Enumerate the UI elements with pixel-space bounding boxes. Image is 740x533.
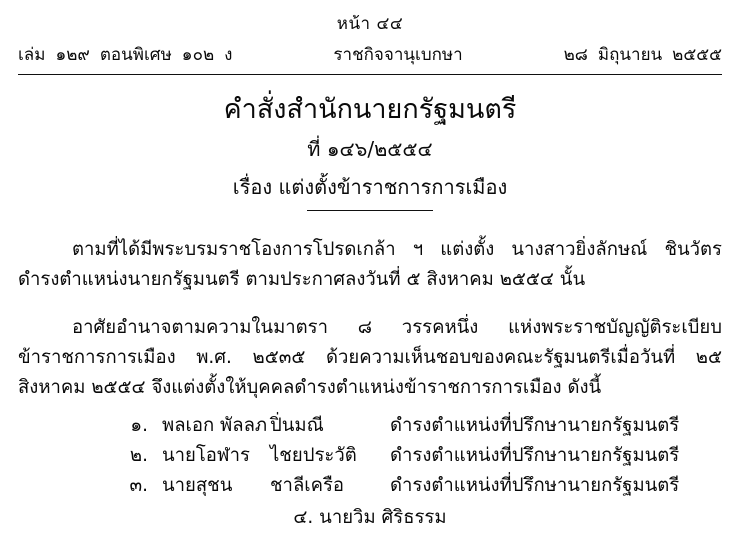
item-rank-name: นายโอฬาร [162, 445, 250, 467]
item-surname: ไชยประวัติ [270, 445, 357, 467]
page-header [18, 0, 722, 75]
gazette-title: ราชกิจจานุเบกษา [333, 45, 463, 65]
item-rank-name: นายสุชน [162, 475, 233, 497]
paragraph-one: ตามที่ได้มีพระบรมราชโองการโปรดเกล้า ฯ แต่งตั้ง นางสาวยิ่งลักษณ์ ชินวัตร ดำรงตำแหน่งนายกรัฐมนตรี ตามประกาศลงวันที่ ๕ สิงหาคม ๒๕๕๔ นั้น [18, 238, 722, 290]
volume-label: เล่ม [18, 45, 46, 65]
item-position: ดำรงตำแหน่งที่ปรึกษานายกรัฐมนตรี [390, 475, 680, 497]
gazette-date [564, 41, 722, 68]
item-position: ดำรงตำแหน่งที่ปรึกษานายกรัฐมนตรี [390, 445, 680, 467]
paragraph-two: อาศัยอำนาจตามความในมาตรา ๘ วรรคหนึ่ง แห่งพระราชบัญญัติระเบียบข้าราชการการเมือง พ.ศ. ๒๕๓๕ ด้วยความเห็นชอบของคณะรัฐมนตรีเมื่อวันที่ ๒๕ สิงหาคม ๒๕๕๔ จึงแต่งตั้งให้บุคคลดำรงตำแหน่งข้าราชการการเมือง ดังนี้ [18, 317, 722, 399]
document-body [18, 235, 722, 528]
date-day: ๒๘ [563, 45, 588, 65]
page-number: หน้า ๔๔ [336, 14, 404, 34]
item-number: ๓. [129, 475, 148, 497]
gazette-header-row [18, 41, 722, 68]
appointment-list [18, 411, 722, 501]
item-surname: ชาลีเครือ [270, 475, 345, 497]
item-number: ๒. [129, 445, 148, 467]
date-year: ๒๕๕๕ [672, 45, 722, 65]
date-month: มิถุนายน [597, 45, 663, 65]
title-block [18, 93, 722, 211]
list-item [18, 471, 722, 501]
item-position: ดำรงตำแหน่งที่ปรึกษานายกรัฐมนตรี [390, 415, 680, 437]
list-item [18, 411, 722, 441]
document-title: คำสั่งสำนักนายกรัฐมนตรี [223, 94, 517, 125]
section-letter: ง [224, 45, 233, 65]
document-number: ที่ ๑๔๖/๒๕๕๔ [307, 136, 433, 161]
special-issue-label: ตอนพิเศษ [99, 45, 172, 65]
list-item [18, 441, 722, 471]
item-surname: ปิ่นมณี [270, 415, 324, 437]
clipped-next-line: ๔. นายวิม ศิริธรรม [293, 507, 447, 528]
item-number: ๑. [130, 415, 148, 437]
special-issue-number: ๑๐๒ [181, 45, 215, 65]
volume-number: ๑๒๙ [55, 45, 90, 65]
gazette-volume-info [18, 41, 232, 68]
item-rank-name: พลเอก พัลลภ [162, 415, 268, 437]
header-divider [18, 74, 722, 75]
document-subject: เรื่อง แต่งตั้งข้าราชการการเมือง [232, 174, 508, 199]
subject-underline [307, 210, 433, 211]
